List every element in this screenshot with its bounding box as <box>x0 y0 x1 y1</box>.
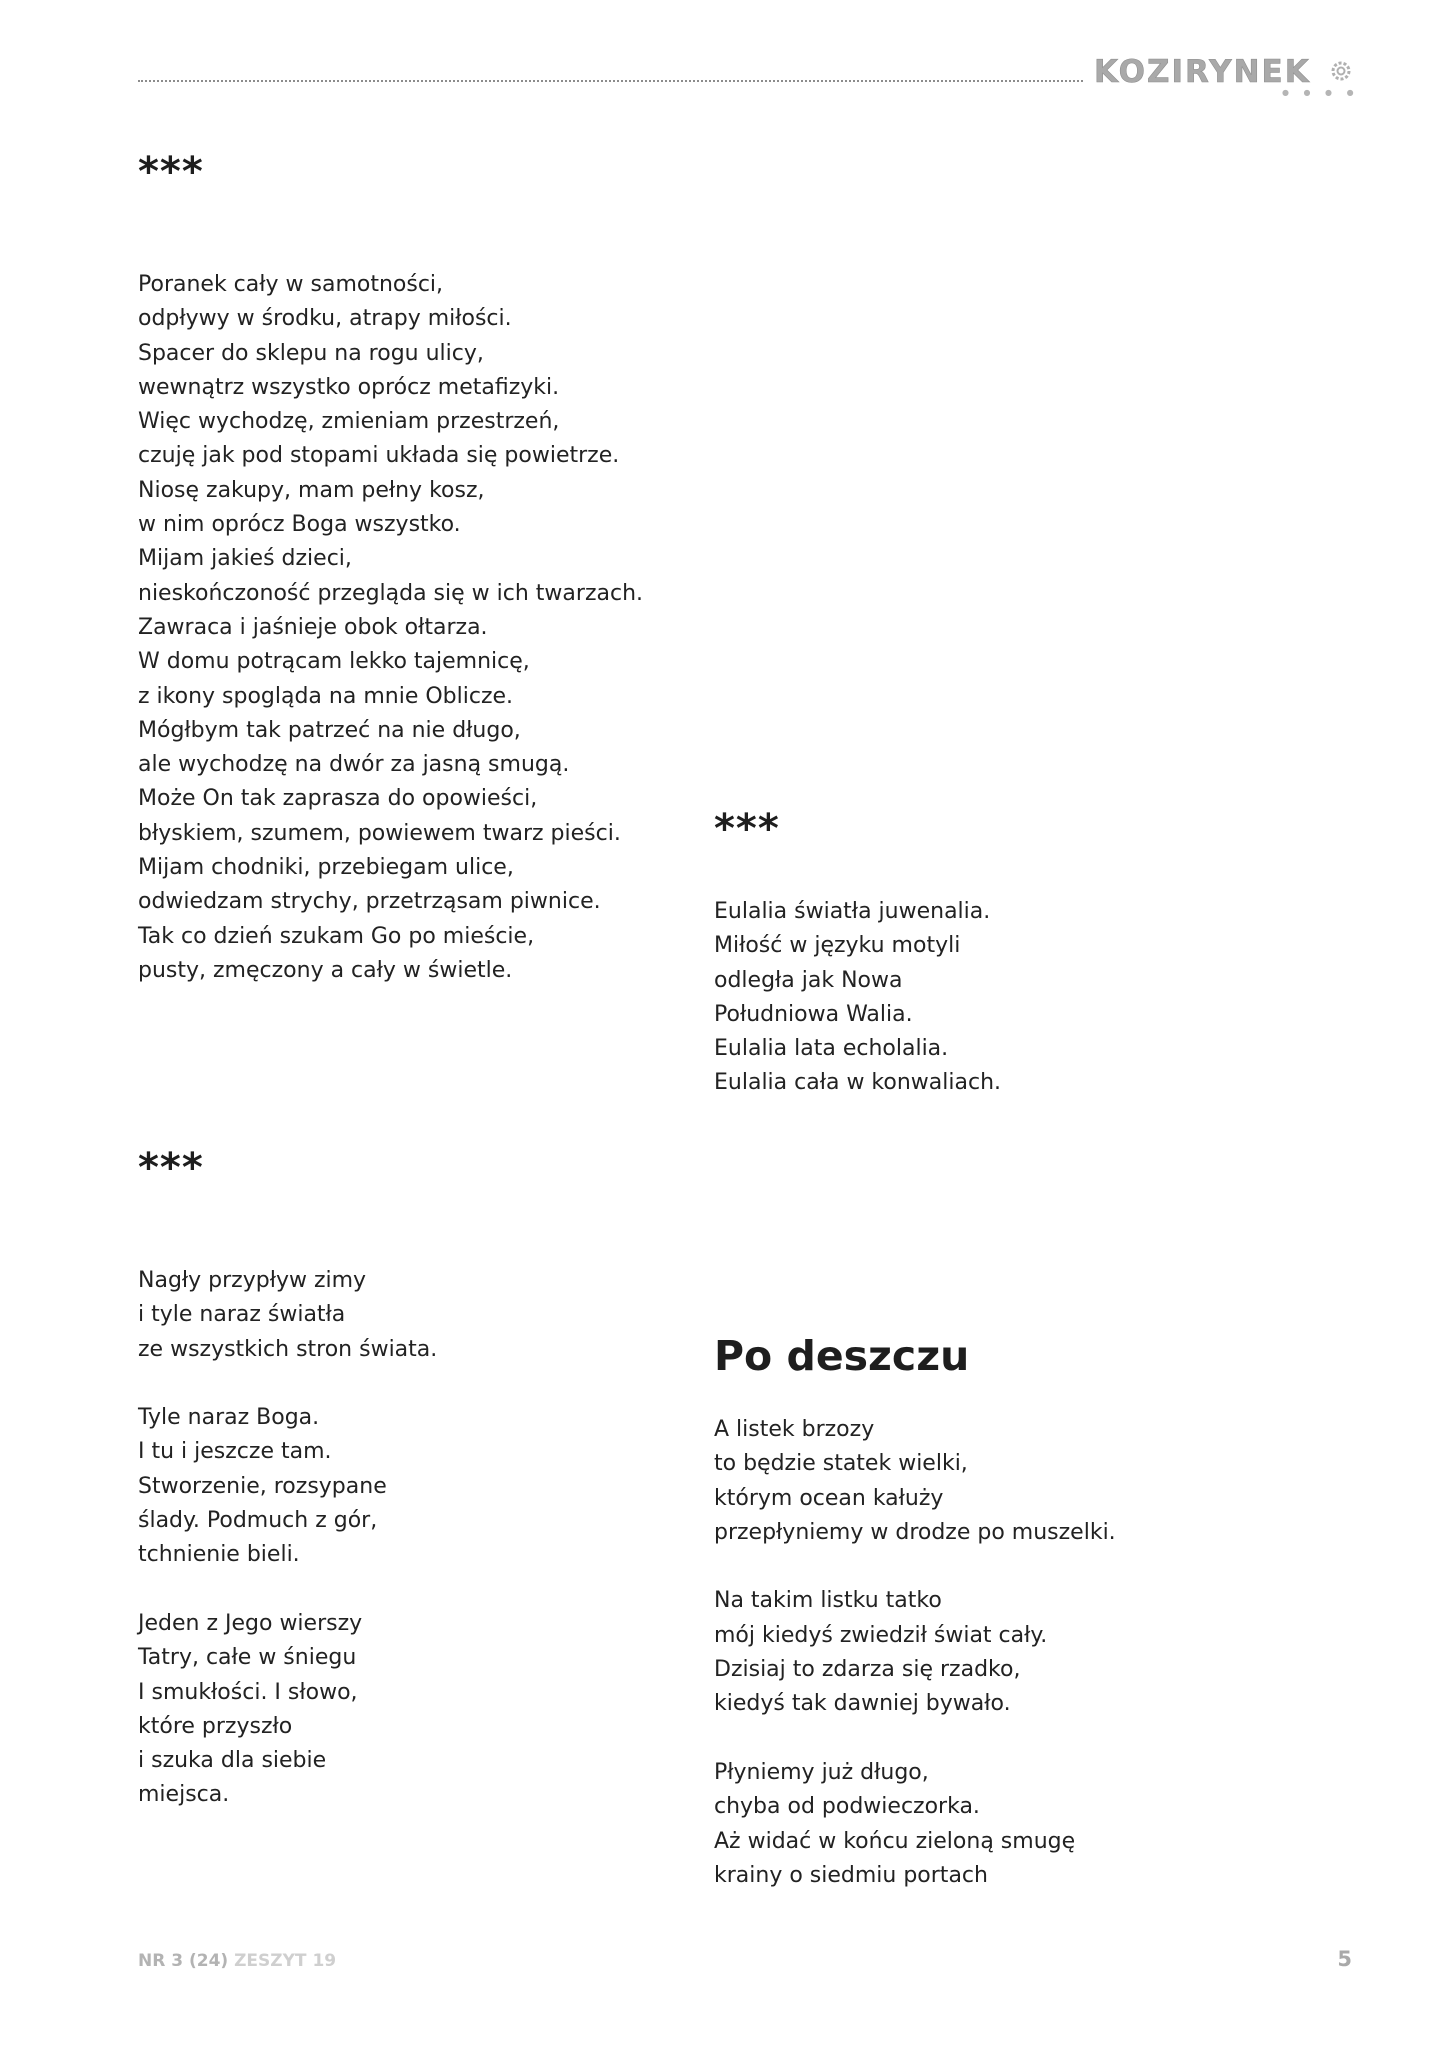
poem-line: Niosę zakupy, mam pełny kosz, <box>138 477 485 503</box>
poem-line: Południowa Walia. <box>714 1001 913 1027</box>
poem-line: czuję jak pod stopami układa się powietrze. <box>138 443 620 469</box>
poem-line: I smukłości. I słowo, <box>138 1679 358 1705</box>
poem-line: Nagły przypływ zimy <box>138 1268 367 1293</box>
poem-line: Dzisiaj to zdarza się rzadko, <box>714 1657 1021 1683</box>
poem-line: odpływy w środku, atrapy miłości. <box>138 306 512 332</box>
poem-1 <box>138 149 644 988</box>
poem-3 <box>138 1145 438 1813</box>
poem-line: ślady. Podmuch z gór, <box>138 1508 378 1534</box>
poem-title: Po deszczu <box>714 1332 970 1380</box>
poem-line: w nim oprócz Boga wszystko. <box>138 512 461 538</box>
poem-line: Mijam chodniki, przebiegam ulice, <box>138 855 514 881</box>
poem-line: odwiedzam strychy, przetrząsam piwnice. <box>138 889 601 915</box>
poem-lines <box>138 1264 437 1813</box>
poem-line: W domu potrącam lekko tajemnicę, <box>138 649 530 675</box>
poem-line: A listek brzozy <box>714 1417 875 1442</box>
gear-icon <box>1330 60 1352 82</box>
poem-line: którym ocean kałuży <box>714 1485 944 1511</box>
poem-line: Stworzenie, rozsypane <box>138 1473 387 1499</box>
poem-line: Eulalia światła juwenalia. <box>714 899 991 924</box>
poem-heading: *** <box>138 1145 204 1191</box>
poem-line: i tyle naraz światła <box>138 1302 346 1328</box>
poem-line: Mógłbym tak patrzeć na nie długo, <box>138 717 521 743</box>
poem-line: Tatry, całe w śniegu <box>138 1645 357 1671</box>
page-number: 5 <box>1337 1947 1352 1971</box>
stanza-break <box>714 1722 1116 1756</box>
poem-line: Poranek cały w samotności, <box>138 272 444 297</box>
poem-line: odległa jak Nowa <box>714 967 903 993</box>
stanza-break <box>138 1367 437 1401</box>
masthead-logo <box>1094 54 1360 98</box>
poem-line: Spacer do sklepu na rogu ulicy, <box>138 340 484 366</box>
zeszyt-label: ZESZYT 19 <box>234 1951 337 1971</box>
poem-4 <box>714 1331 1116 1893</box>
poem-line: wewnątrz wszystko oprócz metafizyki. <box>138 374 560 400</box>
poem-line: tchnienie bieli. <box>138 1542 300 1568</box>
header-dotted-rule <box>138 80 1083 82</box>
poem-line: Eulalia cała w konwaliach. <box>714 1070 1001 1096</box>
logo-dots: ● ● ● ● <box>1282 88 1360 97</box>
poem-line: miejsca. <box>138 1782 230 1808</box>
poem-line: Tak co dzień szukam Go po mieście, <box>138 923 535 949</box>
poem-line: Eulalia lata echolalia. <box>714 1036 949 1062</box>
poem-line: Na takim listku tatko <box>714 1588 942 1614</box>
poem-line: Tyle naraz Boga. <box>138 1405 320 1431</box>
poem-line: kiedyś tak dawniej bywało. <box>714 1691 1011 1717</box>
footer-issue <box>138 1950 336 1972</box>
poem-2 <box>714 806 1001 1101</box>
poem-line: Mijam jakieś dzieci, <box>138 546 352 572</box>
poem-line: Aż widać w końcu zieloną smugę <box>714 1828 1076 1854</box>
poem-line: ale wychodzę na dwór za jasną smugą. <box>138 752 570 778</box>
poem-line: I tu i jeszcze tam. <box>138 1439 332 1465</box>
stanza-break <box>138 1573 437 1607</box>
poem-line: z ikony spogląda na mnie Oblicze. <box>138 683 514 709</box>
poem-line: nieskończoność przegląda się w ich twarzach. <box>138 580 644 606</box>
poem-line: krainy o siedmiu portach <box>714 1862 988 1888</box>
poem-line: Zawraca i jaśnieje obok ołtarza. <box>138 614 488 640</box>
poem-heading: *** <box>138 149 204 195</box>
poem-line: które przyszło <box>138 1713 293 1739</box>
poem-line: Więc wychodzę, zmieniam przestrzeń, <box>138 409 560 435</box>
poem-line: chyba od podwieczorka. <box>714 1794 980 1820</box>
poem-line: ze wszystkich stron świata. <box>138 1336 438 1362</box>
poem-line: to będzie statek wielki, <box>714 1451 968 1477</box>
poem-line: błyskiem, szumem, powiewem twarz pieści. <box>138 820 621 846</box>
poem-lines <box>714 1413 1116 1893</box>
poem-lines <box>138 268 643 988</box>
logo-wordmark: KOZIRYNEK <box>1094 54 1311 90</box>
poem-line: Płyniemy już długo, <box>714 1759 929 1785</box>
poem-line: i szuka dla siebie <box>138 1748 327 1774</box>
poem-heading: *** <box>714 806 780 852</box>
poem-line: przepłyniemy w drodze po muszelki. <box>714 1519 1116 1545</box>
poem-line: Może On tak zaprasza do opowieści, <box>138 786 538 812</box>
poem-line: pusty, zmęczony a cały w świetle. <box>138 957 513 983</box>
poem-lines <box>714 895 1001 1101</box>
stanza-break <box>714 1550 1116 1584</box>
poem-line: Miłość w języku motyli <box>714 933 961 959</box>
issue-number: NR 3 (24) <box>138 1951 229 1971</box>
poem-line: mój kiedyś zwiedził świat cały. <box>714 1622 1048 1648</box>
poem-line: Jeden z Jego wierszy <box>138 1610 363 1636</box>
